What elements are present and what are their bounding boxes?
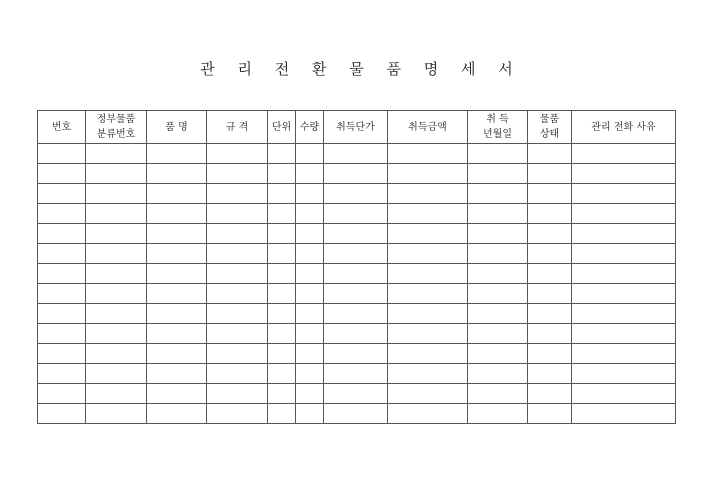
table-cell-amount[interactable] xyxy=(388,224,468,244)
column-header-unit-line: 단위 xyxy=(271,121,292,133)
table-cell-reason[interactable] xyxy=(572,224,676,244)
table-cell-unit[interactable] xyxy=(268,224,296,244)
table-cell-unit[interactable] xyxy=(268,264,296,284)
table-cell-price[interactable] xyxy=(324,364,388,384)
table-cell-qty[interactable] xyxy=(296,364,324,384)
table-cell-no[interactable] xyxy=(38,244,86,264)
table-cell-reason[interactable] xyxy=(572,324,676,344)
column-header-price-line: 취득단가 xyxy=(336,121,375,133)
table-cell-no[interactable] xyxy=(38,364,86,384)
table-cell-qty[interactable] xyxy=(296,284,324,304)
column-header-no-line: 번호 xyxy=(51,121,72,133)
table-header-row xyxy=(38,111,676,144)
table-cell-price[interactable] xyxy=(324,384,388,404)
column-header-spec xyxy=(207,111,268,144)
table-cell-qty[interactable] xyxy=(296,164,324,184)
table-cell-no[interactable] xyxy=(38,404,86,424)
table-cell-unit[interactable] xyxy=(268,304,296,324)
table-cell-spec[interactable] xyxy=(207,144,268,164)
table-cell-spec[interactable] xyxy=(207,304,268,324)
table-cell-class[interactable] xyxy=(86,204,147,224)
table-row xyxy=(38,144,676,164)
table-cell-reason[interactable] xyxy=(572,344,676,364)
table-cell-unit[interactable] xyxy=(268,364,296,384)
column-header-reason-line: 관리 전화 사유 xyxy=(591,121,656,133)
transfer-items-table xyxy=(37,110,676,424)
table-cell-name[interactable] xyxy=(147,344,207,364)
table-cell-reason[interactable] xyxy=(572,144,676,164)
table-cell-price[interactable] xyxy=(324,404,388,424)
table-cell-class[interactable] xyxy=(86,244,147,264)
table-cell-name[interactable] xyxy=(147,384,207,404)
column-header-status-line: 상태 xyxy=(539,129,560,140)
table-row xyxy=(38,224,676,244)
table-cell-unit[interactable] xyxy=(268,164,296,184)
table-cell-date[interactable] xyxy=(468,264,528,284)
table-cell-status[interactable] xyxy=(528,284,572,304)
column-header-unit xyxy=(268,111,296,144)
table-cell-spec[interactable] xyxy=(207,284,268,304)
table-cell-class[interactable] xyxy=(86,364,147,384)
table-cell-unit[interactable] xyxy=(268,324,296,344)
table-row xyxy=(38,404,676,424)
table-cell-reason[interactable] xyxy=(572,384,676,404)
table-cell-no[interactable] xyxy=(38,204,86,224)
table-cell-date[interactable] xyxy=(468,184,528,204)
table-cell-price[interactable] xyxy=(324,324,388,344)
table-cell-status[interactable] xyxy=(528,204,572,224)
table-cell-unit[interactable] xyxy=(268,144,296,164)
table-cell-amount[interactable] xyxy=(388,404,468,424)
table-cell-date[interactable] xyxy=(468,404,528,424)
table-cell-spec[interactable] xyxy=(207,404,268,424)
table-cell-qty[interactable] xyxy=(296,264,324,284)
table-cell-spec[interactable] xyxy=(207,244,268,264)
table-cell-price[interactable] xyxy=(324,164,388,184)
table-cell-reason[interactable] xyxy=(572,244,676,264)
table-cell-amount[interactable] xyxy=(388,284,468,304)
table-cell-no[interactable] xyxy=(38,184,86,204)
table-cell-status[interactable] xyxy=(528,364,572,384)
table-cell-date[interactable] xyxy=(468,204,528,224)
table-cell-amount[interactable] xyxy=(388,164,468,184)
table-row xyxy=(38,384,676,404)
table-cell-spec[interactable] xyxy=(207,344,268,364)
table-cell-name[interactable] xyxy=(147,164,207,184)
table-cell-date[interactable] xyxy=(468,364,528,384)
table-cell-status[interactable] xyxy=(528,264,572,284)
table-cell-class[interactable] xyxy=(86,164,147,184)
document-title: 관 리 전 환 물 품 명 세 서 xyxy=(200,60,522,78)
table-cell-no[interactable] xyxy=(38,344,86,364)
table-cell-class[interactable] xyxy=(86,284,147,304)
table-cell-price[interactable] xyxy=(324,304,388,324)
table-cell-reason[interactable] xyxy=(572,264,676,284)
table-cell-amount[interactable] xyxy=(388,364,468,384)
table-cell-name[interactable] xyxy=(147,184,207,204)
table-cell-name[interactable] xyxy=(147,264,207,284)
table-cell-price[interactable] xyxy=(324,244,388,264)
table-row xyxy=(38,244,676,264)
table-cell-spec[interactable] xyxy=(207,204,268,224)
table-cell-amount[interactable] xyxy=(388,144,468,164)
table-cell-reason[interactable] xyxy=(572,304,676,324)
table-cell-class[interactable] xyxy=(86,404,147,424)
table-cell-status[interactable] xyxy=(528,144,572,164)
table-cell-class[interactable] xyxy=(86,344,147,364)
table-cell-amount[interactable] xyxy=(388,264,468,284)
table-cell-name[interactable] xyxy=(147,304,207,324)
table-cell-qty[interactable] xyxy=(296,224,324,244)
table-cell-status[interactable] xyxy=(528,244,572,264)
table-cell-unit[interactable] xyxy=(268,244,296,264)
table-cell-name[interactable] xyxy=(147,204,207,224)
table-cell-date[interactable] xyxy=(468,164,528,184)
table-row xyxy=(38,184,676,204)
table-cell-qty[interactable] xyxy=(296,204,324,224)
column-header-qty-line: 수량 xyxy=(299,121,320,133)
table-cell-name[interactable] xyxy=(147,144,207,164)
table-cell-date[interactable] xyxy=(468,144,528,164)
table-cell-spec[interactable] xyxy=(207,264,268,284)
table-cell-price[interactable] xyxy=(324,224,388,244)
table-cell-status[interactable] xyxy=(528,324,572,344)
table-cell-name[interactable] xyxy=(147,244,207,264)
table-cell-amount[interactable] xyxy=(388,304,468,324)
table-cell-class[interactable] xyxy=(86,384,147,404)
table-cell-date[interactable] xyxy=(468,384,528,404)
column-header-status xyxy=(528,111,572,144)
table-cell-date[interactable] xyxy=(468,224,528,244)
table-row xyxy=(38,304,676,324)
table-cell-unit[interactable] xyxy=(268,404,296,424)
table-cell-unit[interactable] xyxy=(268,384,296,404)
column-header-class-line: 정부물품 xyxy=(96,114,136,125)
column-header-spec-line: 규 격 xyxy=(225,121,249,133)
table-cell-amount[interactable] xyxy=(388,184,468,204)
table-cell-status[interactable] xyxy=(528,344,572,364)
table-row xyxy=(38,324,676,344)
table-cell-class[interactable] xyxy=(86,324,147,344)
table-cell-price[interactable] xyxy=(324,284,388,304)
table-cell-spec[interactable] xyxy=(207,324,268,344)
table-cell-status[interactable] xyxy=(528,184,572,204)
table-cell-price[interactable] xyxy=(324,204,388,224)
table-cell-reason[interactable] xyxy=(572,404,676,424)
table-cell-name[interactable] xyxy=(147,284,207,304)
table-cell-class[interactable] xyxy=(86,184,147,204)
table-cell-class[interactable] xyxy=(86,144,147,164)
table-row xyxy=(38,344,676,364)
table-cell-status[interactable] xyxy=(528,404,572,424)
table-row xyxy=(38,204,676,224)
table-cell-status[interactable] xyxy=(528,224,572,244)
table-cell-reason[interactable] xyxy=(572,184,676,204)
table-cell-spec[interactable] xyxy=(207,164,268,184)
table-cell-name[interactable] xyxy=(147,324,207,344)
column-header-amount xyxy=(388,111,468,144)
table-cell-reason[interactable] xyxy=(572,164,676,184)
column-header-no xyxy=(38,111,86,144)
table-cell-name[interactable] xyxy=(147,224,207,244)
table-cell-spec[interactable] xyxy=(207,184,268,204)
table-cell-spec[interactable] xyxy=(207,364,268,384)
table-cell-unit[interactable] xyxy=(268,184,296,204)
table-cell-date[interactable] xyxy=(468,304,528,324)
table-row xyxy=(38,264,676,284)
table-cell-date[interactable] xyxy=(468,284,528,304)
table-cell-no[interactable] xyxy=(38,324,86,344)
column-header-reason xyxy=(572,111,676,144)
column-header-qty xyxy=(296,111,324,144)
table-cell-unit[interactable] xyxy=(268,204,296,224)
column-header-class-line: 분류번호 xyxy=(96,129,136,140)
table-cell-price[interactable] xyxy=(324,144,388,164)
table-cell-qty[interactable] xyxy=(296,184,324,204)
table-cell-qty[interactable] xyxy=(296,324,324,344)
column-header-class xyxy=(86,111,147,144)
table-cell-amount[interactable] xyxy=(388,204,468,224)
column-header-date xyxy=(468,111,528,144)
table-cell-status[interactable] xyxy=(528,384,572,404)
table-cell-price[interactable] xyxy=(324,344,388,364)
table-cell-price[interactable] xyxy=(324,184,388,204)
table-cell-unit[interactable] xyxy=(268,344,296,364)
table-cell-no[interactable] xyxy=(38,264,86,284)
table-cell-reason[interactable] xyxy=(572,364,676,384)
table-cell-status[interactable] xyxy=(528,164,572,184)
table-cell-amount[interactable] xyxy=(388,384,468,404)
column-header-date-line: 년월일 xyxy=(483,129,512,140)
column-header-price xyxy=(324,111,388,144)
column-header-amount-line: 취득금액 xyxy=(408,121,447,133)
table-cell-class[interactable] xyxy=(86,304,147,324)
table-cell-reason[interactable] xyxy=(572,204,676,224)
table-cell-no[interactable] xyxy=(38,164,86,184)
table-cell-class[interactable] xyxy=(86,264,147,284)
table-cell-qty[interactable] xyxy=(296,244,324,264)
table-cell-qty[interactable] xyxy=(296,144,324,164)
table-cell-qty[interactable] xyxy=(296,344,324,364)
table-cell-no[interactable] xyxy=(38,284,86,304)
table-row xyxy=(38,284,676,304)
table-cell-no[interactable] xyxy=(38,224,86,244)
table-cell-unit[interactable] xyxy=(268,284,296,304)
table-cell-spec[interactable] xyxy=(207,384,268,404)
column-header-date-line: 취 득 xyxy=(486,114,509,125)
table-cell-name[interactable] xyxy=(147,404,207,424)
table-cell-status[interactable] xyxy=(528,304,572,324)
table-cell-spec[interactable] xyxy=(207,224,268,244)
table-body xyxy=(38,144,676,424)
table-cell-qty[interactable] xyxy=(296,384,324,404)
table-cell-reason[interactable] xyxy=(572,284,676,304)
table-cell-date[interactable] xyxy=(468,344,528,364)
table-cell-class[interactable] xyxy=(86,224,147,244)
table-cell-no[interactable] xyxy=(38,304,86,324)
table-cell-qty[interactable] xyxy=(296,304,324,324)
column-header-name xyxy=(147,111,207,144)
column-header-status-line: 물품 xyxy=(539,114,560,125)
table-cell-price[interactable] xyxy=(324,264,388,284)
table-cell-amount[interactable] xyxy=(388,344,468,364)
column-header-name-line: 품 명 xyxy=(165,121,188,133)
table-cell-no[interactable] xyxy=(38,384,86,404)
table-cell-no[interactable] xyxy=(38,144,86,164)
table-cell-amount[interactable] xyxy=(388,324,468,344)
table-row xyxy=(38,164,676,184)
table-row xyxy=(38,364,676,384)
table-cell-amount[interactable] xyxy=(388,244,468,264)
table-cell-name[interactable] xyxy=(147,364,207,384)
table-cell-date[interactable] xyxy=(468,244,528,264)
table-cell-qty[interactable] xyxy=(296,404,324,424)
table-cell-date[interactable] xyxy=(468,324,528,344)
